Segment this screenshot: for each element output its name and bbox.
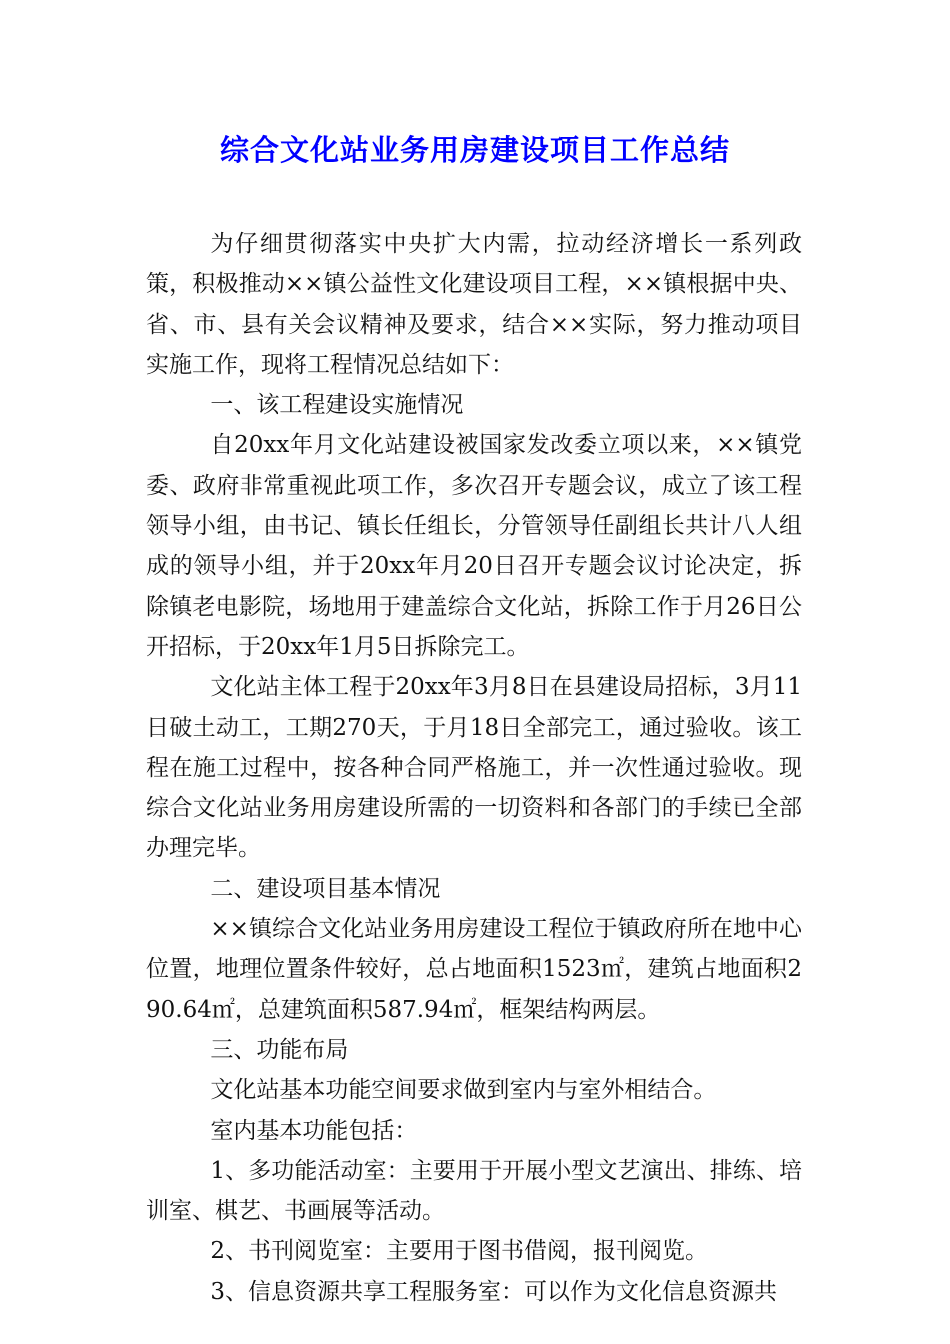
section-heading-3: 三、功能布局 — [210, 1036, 349, 1063]
list-item-reading-room: 2、书刊阅览室：主要用于图书借阅，报刊阅览。 — [210, 1238, 709, 1265]
paragraph-project-basics: ××镇综合文化站业务用房建设工程位于镇政府所在地中心位置，地理位置条件较好，总占地面积1523㎡，建筑占地面积290.64㎡，总建筑面积587.94㎡，框架结构两层。 — [146, 916, 802, 1023]
paragraph-intro: 为仔细贯彻落实中央扩大内需，拉动经济增长一系列政策，积极推动××镇公益性文化建设项目工程，××镇根据中央、省、市、县有关会议精神及要求，结合××实际，努力推动项目实施工作，现将工程情况总结如下： — [146, 231, 802, 378]
document-title: 综合文化站业务用房建设项目工作总结 — [219, 133, 730, 167]
paragraph-function-space: 文化站基本功能空间要求做到室内与室外相结合。 — [210, 1077, 717, 1104]
paragraph-indoor-functions: 室内基本功能包括： — [210, 1117, 418, 1144]
list-item-info-sharing-room: 3、信息资源共享工程服务室：可以作为文化信息资源共 — [210, 1278, 778, 1305]
section-heading-2: 二、建设项目基本情况 — [210, 875, 441, 902]
paragraph-main-works: 文化站主体工程于20xx年3月8日在县建设局招标，3月11日破土动工，工期270天，于月18日全部完工，通过验收。该工程在施工过程中，按各种合同严格施工，并一次性通过验收。现综合文化站业务用房建设所需的一切资料和各部门的手续已全部办理完毕。 — [146, 674, 802, 862]
paragraph-implementation: 自20xx年月文化站建设被国家发改委立项以来，××镇党委、政府非常重视此项工作，多次召开专题会议，成立了该工程领导小组，由书记、镇长任组长，分管领导任副组长共计八人组成的领导小组，并于20xx年月20日召开专题会议讨论决定，拆除镇老电影院，场地用于建盖综合文化站，拆除工作于月26日公开招标，于20xx年1月5日拆除完工。 — [146, 432, 802, 660]
list-item-multifunction-room: 1、多功能活动室：主要用于开展小型文艺演出、排练、培训室、棋艺、书画展等活动。 — [146, 1157, 802, 1225]
section-heading-1: 一、该工程建设实施情况 — [210, 392, 464, 419]
document-body — [146, 224, 802, 1312]
